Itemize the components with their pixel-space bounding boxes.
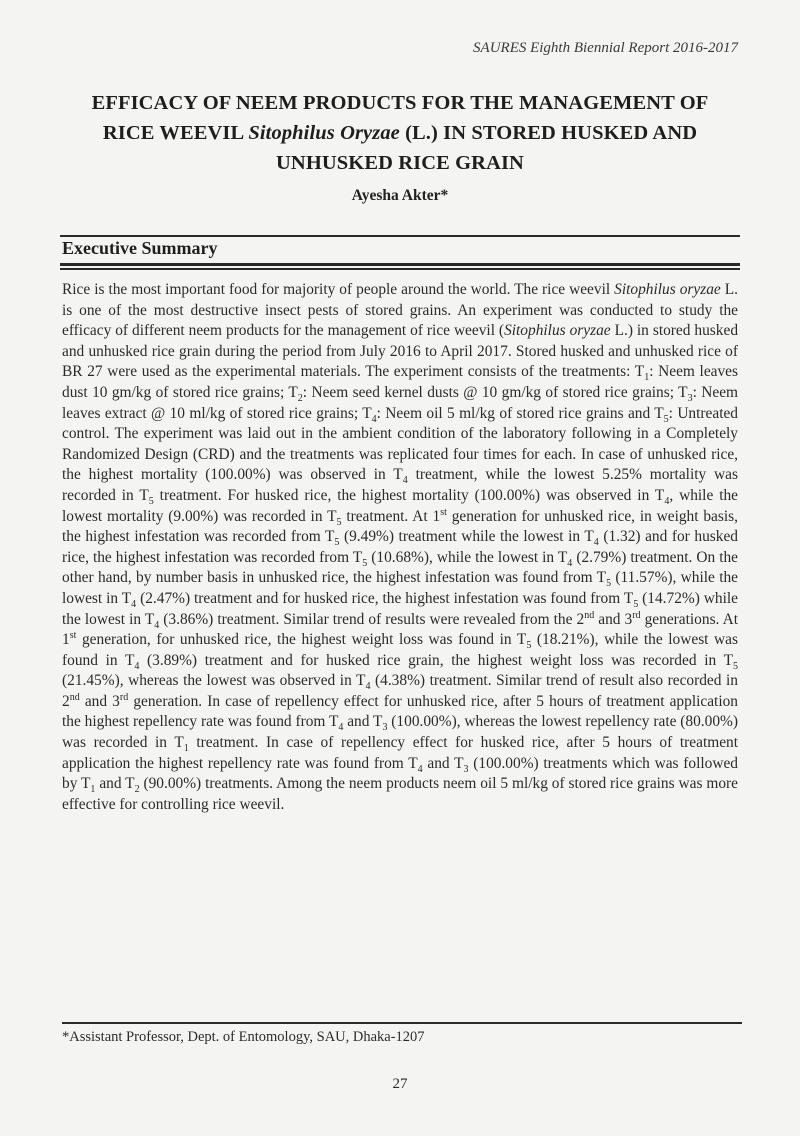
summary-segment: generation for unhusked rice, in weight basis, the highest infestation was recorded from T — [62, 507, 738, 546]
summary-segment: 2 — [134, 784, 140, 796]
summary-segment: st — [440, 506, 447, 518]
summary-segment: 4 — [338, 722, 344, 734]
summary-segment: treatment. For husked rice, the highest mortality (100.00%) was observed in T — [153, 486, 665, 504]
paper-title — [62, 88, 738, 178]
summary-segment: 5 — [526, 640, 532, 652]
executive-summary-paragraph — [62, 280, 738, 815]
page-number: 27 — [392, 1076, 408, 1092]
summary-segment: nd — [584, 609, 595, 621]
summary-segment: 5 — [633, 598, 639, 610]
summary-segment: rd — [632, 609, 641, 621]
summary-segment: (1.32) and for husked rice, the highest infestation was recorded from T — [62, 528, 738, 566]
summary-segment: : Neem leaves extract @ 10 ml/kg of stored rice grains; T — [62, 383, 738, 422]
running-header: SAURES Eighth Biennial Report 2016-2017 — [473, 40, 738, 56]
summary-segment: , while the lowest mortality (9.00%) was recorded in T — [62, 486, 738, 525]
title-line-1: EFFICACY OF NEEM PRODUCTS FOR THE MANAGEMENT OF — [91, 92, 709, 114]
summary-segment: 4 — [134, 660, 140, 672]
summary-segment: 2 — [297, 393, 303, 405]
section-heading: Executive Summary — [62, 238, 218, 258]
summary-segment: generation. In case of repellency effect for unhusked rice, after 5 hours of treatment application the highest repellency rate was found from T — [62, 692, 738, 731]
summary-segment: 4 — [365, 681, 371, 693]
summary-segment: treatment. At 1 — [341, 507, 441, 525]
summary-segment: 1 — [183, 743, 189, 755]
title-line-2 — [62, 118, 738, 148]
summary-segment: 4 — [371, 413, 377, 425]
section-rule-top — [60, 235, 740, 237]
summary-segment: and T — [343, 713, 383, 731]
summary-segment: and T — [95, 775, 135, 793]
summary-segment: st — [69, 629, 77, 641]
title-line-2-end: (L.) IN STORED HUSKED AND — [399, 122, 698, 144]
summary-segment: Rice is the most important food for majority of people around the world. The rice weevil — [62, 281, 615, 298]
summary-segment: : Neem oil 5 ml/kg of stored rice grains and T — [376, 404, 664, 422]
summary-segment: generations. At 1 — [62, 610, 738, 649]
summary-segment: : Neem seed kernel dusts @ 10 gm/kg of stored rice grains; T — [302, 383, 688, 401]
summary-segment: (11.57%), while the lowest in T — [62, 569, 738, 607]
summary-segment: 5 — [148, 496, 154, 508]
summary-segment: L.) in stored husked and unhusked rice grain during the period from July 2016 to April 2017. Stored husked and unhusked rice of BR 27 were used as the experimental materials. The experiment consists of the treatments: T — [62, 322, 739, 381]
summary-segment: (3.89%) treatment and for husked rice grain, the highest weight loss was recorded in T — [139, 651, 733, 669]
title-species-name: Sitophilus Oryzae — [248, 122, 400, 144]
summary-segment: 1 — [90, 784, 96, 796]
summary-segment: (3.86%) treatment. Similar trend of results were revealed from the 2 — [159, 610, 585, 628]
summary-segment: 5 — [336, 516, 342, 528]
summary-segment: (100.00%), whereas the lowest repellency rate (80.00%) was recorded in T — [62, 713, 738, 752]
summary-segment: and 3 — [594, 610, 633, 628]
summary-segment: (90.00%) treatments. Among the neem products neem oil 5 ml/kg of stored rice grains was more effective for controlling rice weevil. — [62, 775, 738, 813]
summary-segment: and T — [422, 754, 464, 772]
summary-segment: 4 — [402, 475, 408, 487]
summary-segment: 4 — [131, 598, 137, 610]
summary-segment: rd — [119, 691, 129, 703]
summary-segment: (21.45%), whereas the lowest was observed in T — [62, 672, 366, 690]
summary-segment: : Untreated control. The experiment was laid out in the ambient condition of the laboratory following in a Completely Randomized Design (CRD) and the treatments was replicated four times for each. In case of unhusked rice, the highest mortality (100.00%) was observed in T — [62, 404, 738, 484]
summary-segment: 4 — [593, 537, 599, 549]
summary-segment: treatment, while the lowest 5.25% mortality was recorded in T — [62, 466, 738, 504]
summary-segment: (10.68%), while the lowest in T — [367, 548, 568, 566]
author-name: Ayesha Akter* — [351, 187, 449, 204]
summary-segment: 4 — [154, 619, 160, 631]
summary-segment: (18.21%), while the lowest was found in T — [62, 631, 738, 669]
footnote-rule — [62, 1022, 742, 1024]
summary-segment: (4.38%) treatment. Similar trend of result also recorded in 2 — [62, 672, 738, 710]
summary-segment: 4 — [567, 557, 573, 569]
summary-segment: 3 — [382, 722, 388, 734]
summary-segment: 5 — [733, 660, 738, 672]
summary-segment: (100.00%) treatments which was followed by T — [62, 754, 738, 793]
summary-segment: (2.79%) treatment. On the other hand, by number basis in unhusked rice, the highest infestation was found from T — [62, 548, 739, 587]
section-rule-bottom-thin — [60, 268, 740, 270]
summary-segment: 5 — [362, 557, 368, 569]
summary-segment: (9.49%) treatment while the lowest in T — [339, 528, 594, 546]
summary-segment: Sitophilus oryzae — [614, 281, 721, 298]
summary-segment: (14.72%) while the lowest in T — [62, 589, 738, 628]
summary-segment: and 3 — [79, 692, 120, 710]
summary-segment: nd — [69, 691, 80, 703]
summary-segment: (2.47%) treatment and for husked rice, the highest infestation was found from T — [136, 589, 634, 607]
summary-segment: : Neem leaves dust 10 gm/kg of stored rice grains; T — [62, 363, 738, 401]
section-rule-bottom-thick — [60, 263, 740, 266]
title-line-3: UNHUSKED RICE GRAIN — [276, 152, 524, 174]
summary-segment: treatment. In case of repellency effect for husked rice, after 5 hours of treatment application the highest repellency rate was found from T — [62, 734, 738, 772]
summary-segment: generation, for unhusked rice, the highest weight loss was found in T — [76, 631, 527, 649]
author-footnote: *Assistant Professor, Dept. of Entomology, SAU, Dhaka-1207 — [62, 1029, 425, 1045]
summary-segment: 3 — [687, 393, 693, 405]
summary-segment: 4 — [664, 496, 670, 508]
summary-segment: Sitophilus oryzae — [504, 322, 611, 340]
summary-segment: 3 — [463, 763, 469, 775]
summary-segment: 5 — [334, 537, 340, 549]
summary-segment: 1 — [644, 372, 650, 384]
summary-segment: L. is one of the most destructive insect pests of stored grains. An experiment was conducted to study the efficacy of different neem products for the management of rice weevil ( — [62, 281, 738, 340]
summary-segment: 5 — [606, 578, 612, 590]
summary-segment: 4 — [417, 763, 423, 775]
summary-segment: 5 — [663, 413, 669, 425]
title-line-2-start: RICE WEEVIL — [102, 122, 249, 144]
